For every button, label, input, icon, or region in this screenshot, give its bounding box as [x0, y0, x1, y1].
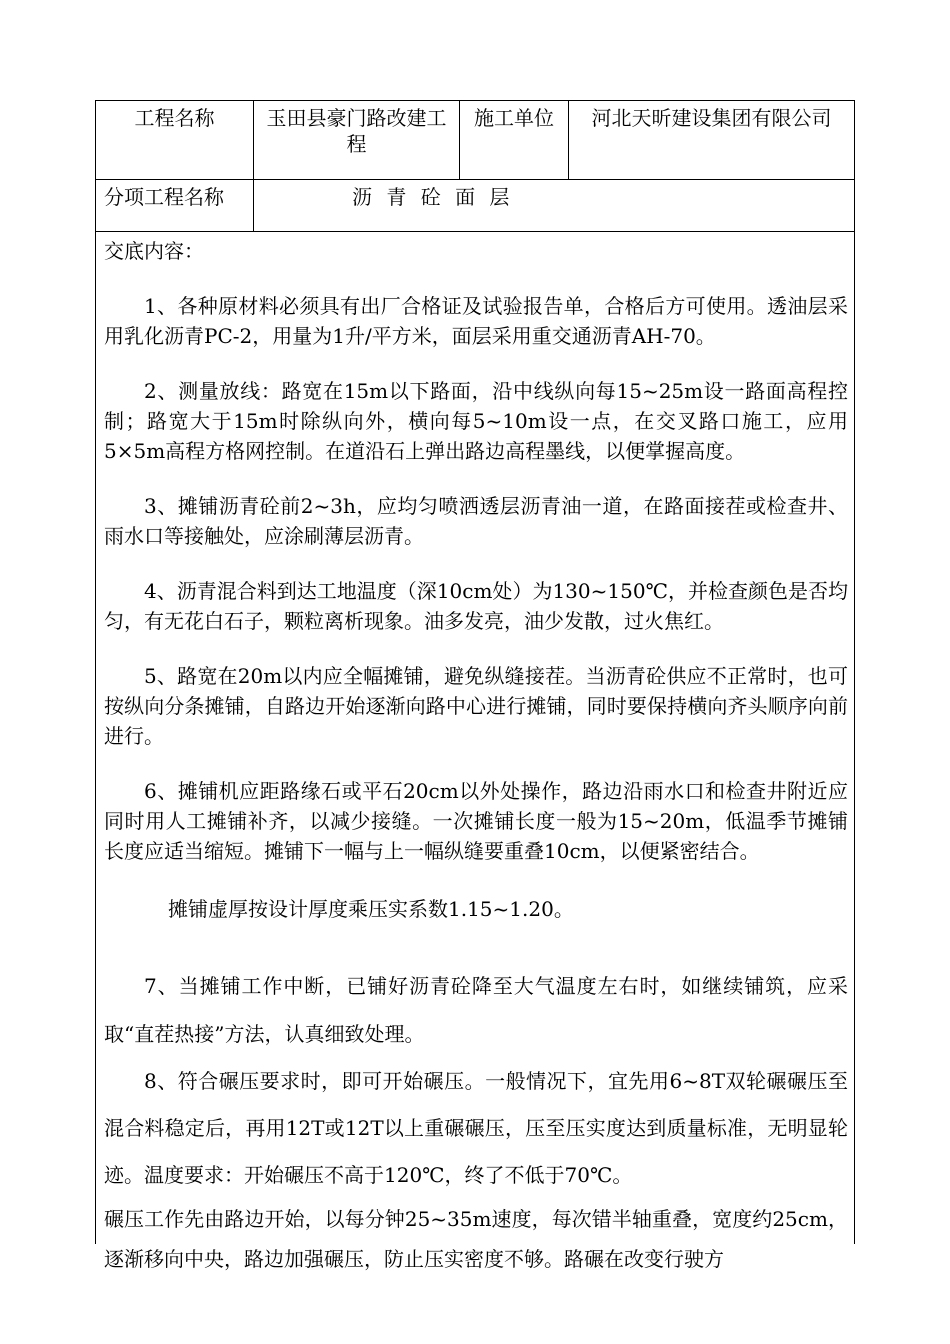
contractor-label: 施工单位 [460, 101, 569, 179]
paragraph-8: 8、符合碾压要求时，即可开始碾压。一般情况下，宜先用6~8T双轮碾碾压至混合料稳定后，再用12T或12T以上重碾碾压，压至压实度达到质量标准，无明显轮迹。温度要求：开始碾压不高于120℃，终了不低于70℃。 [104, 1069, 848, 1187]
paragraph-9: 碾压工作先由路边开始，以每分钟25~35m速度，每次错半轴重叠，宽度约25cm，逐渐移向中央，路边加强碾压，防止压实密度不够。路碾在改变行驶方 [104, 1207, 848, 1271]
disclosure-table [95, 100, 855, 1271]
sub-project-row [96, 180, 854, 232]
sub-project-label: 分项工程名称 [96, 180, 254, 231]
paragraph-7-wrap [104, 962, 848, 1058]
paragraph-1: 1、各种原材料必须具有出厂合格证及试验报告单，合格后方可使用。透油层采用乳化沥青PC-2，用量为1升/平方米，面层采用重交通沥青AH-70。 [104, 294, 848, 348]
content-heading: 交底内容： [104, 239, 204, 263]
paragraph-4: 4、沥青混合料到达工地温度（深10cm处）为130~150℃，并检查颜色是否均匀，有无花白石子，颗粒离析现象。油多发亮，油少发散，过火焦红。 [104, 579, 848, 633]
header-row [96, 101, 854, 180]
paragraph-5: 5、路宽在20m以内应全幅摊铺，避免纵缝接茬。当沥青砼供应不正常时，也可按纵向分条摊铺，自路边开始逐渐向路中心进行摊铺，同时要保持横向齐头顺序向前进行。 [104, 664, 848, 748]
paragraph-3: 3、摊铺沥青砼前2~3h，应均匀喷洒透层沥青油一道，在路面接茬或检查井、雨水口等接触处，应涂刷薄层沥青。 [104, 494, 848, 548]
project-name-value: 玉田县豪门路改建工程 [254, 101, 460, 179]
paragraph-6: 6、摊铺机应距路缘石或平石20cm以外处操作，路边沿雨水口和检查井附近应同时用人工摊铺补齐，以减少接缝。一次摊铺长度一般为15~20m，低温季节摊铺长度应适当缩短。摊铺下一幅与上一幅纵缝要重叠10cm，以便紧密结合。 [104, 779, 848, 863]
paragraph-2: 2、测量放线：路宽在15m以下路面，沿中线纵向每15~25m设一路面高程控制；路宽大于15m时除纵向外，横向每5~10m设一点，在交叉路口施工，应用5×5m高程方格网控制。在道沿石上弹出路边高程墨线，以便掌握高度。 [104, 379, 848, 463]
paragraph-6b: 摊铺虚厚按设计厚度乘压实系数1.15~1.20。 [168, 897, 574, 921]
sub-project-value: 沥 青 砼 面 层 [352, 185, 514, 209]
contractor-value: 河北天昕建设集团有限公司 [591, 106, 832, 130]
project-name-label: 工程名称 [96, 101, 254, 179]
disclosure-content [96, 232, 854, 1279]
paragraph-7: 7、当摊铺工作中断，已铺好沥青砼降至大气温度左右时，如继续铺筑，应采取“直茬热接”方法，认真细致处理。 [104, 974, 848, 1046]
